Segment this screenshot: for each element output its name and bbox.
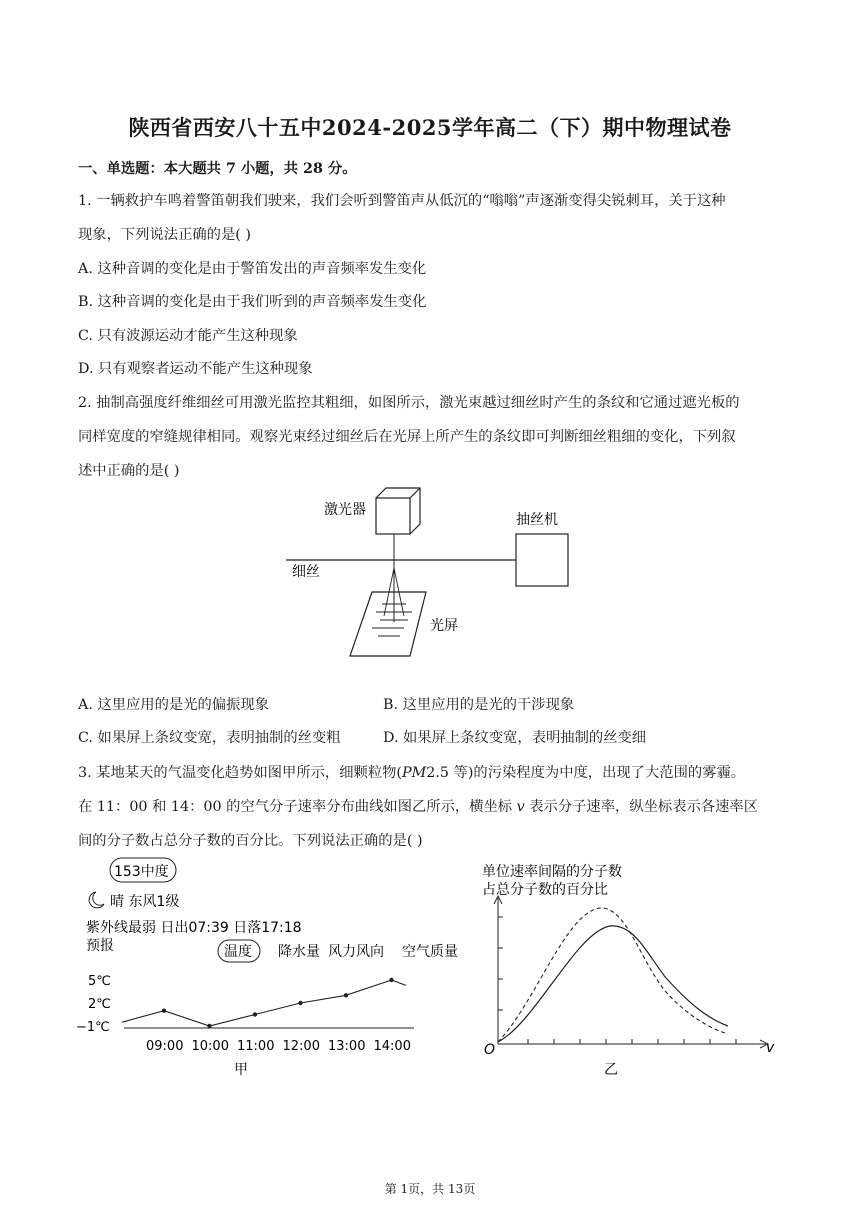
curve-dashed [498,908,728,1042]
moon-icon [89,892,104,908]
screen-label: 光屏 [430,618,458,634]
section-heading: 一、单选题：本大题共 7 小题，共 28 分。 [78,161,357,177]
q1-option-d[interactable]: D. 只有观察者运动不能产生这种现象 [78,361,313,377]
temperature-point-3 [298,1001,302,1005]
temperature-point-1 [207,1024,211,1028]
tab-precipitation: 降水量 [278,944,320,960]
uv-text: 紫外线最弱 日出07:39 日落17:18 [86,920,302,936]
y-tick-label-0: 5℃ [88,974,111,989]
screen-plane [350,592,426,656]
q3-stem-line1: 3. 某地某天的气温变化趋势如图甲所示，细颗粒物(PM2.5 等)的污染程度为中度，出现了大范围的雾霾。 [78,765,746,781]
fig-yi-ylabel-line2: 占总分子数的百分比 [482,882,608,898]
page-footer: 第 1页，共 13页 [384,1182,476,1196]
fringes [372,604,412,636]
x-tick-label-5: 14:00 [373,1039,411,1054]
wire-label: 细丝 [292,564,320,580]
q2-stem-line2: 同样宽度的窄缝规律相同。观察光束经过细丝后在光屏上所产生的条纹即可判断细丝粗细的变化，下列叙 [78,429,736,445]
laser-label: 激光器 [324,502,366,518]
tab-temperature: 温度 [224,944,252,960]
tab-wind: 风力风向 [328,944,384,960]
page-title: 陕西省西安八十五中2024-2025学年高二（下）期中物理试卷 [128,115,732,140]
q2-option-b[interactable]: B. 这里应用的是光的干涉现象 [383,697,575,713]
y-tick-label-2: −1℃ [76,1020,110,1035]
q2-option-c[interactable]: C. 如果屏上条纹变宽，表明抽制的丝变粗 [78,730,341,746]
q3-stem-line2: 在 11：00 和 14：00 的空气分子速率分布曲线如图乙所示，横坐标 v 表示分子速率，纵坐标表示各速率区 [78,799,758,815]
v-axis-label: v [766,1040,775,1056]
machine-label: 抽丝机 [516,512,558,528]
temperature-point-5 [389,978,393,982]
temperature-chart [76,852,476,1084]
x-tick-label-0: 09:00 [146,1039,184,1054]
q1-option-b[interactable]: B. 这种音调的变化是由于我们听到的声音频率发生变化 [78,294,427,310]
laser-box [376,488,420,534]
q1-option-a[interactable]: A. 这种音调的变化是由于警笛发出的声音频率发生变化 [78,261,427,277]
q1-option-c[interactable]: C. 只有波源运动才能产生这种现象 [78,328,298,344]
temperature-point-0 [162,1008,166,1012]
origin-label: O [484,1042,496,1058]
fig-yi-ylabel-line1: 单位速率间隔的分子数 [482,864,622,880]
x-tick-label-3: 12:00 [282,1039,320,1054]
machine-box [516,534,568,586]
q1-stem-line1: 1. 一辆救护车鸣着警笛朝我们驶来，我们会听到警笛声从低沉的“嗡嗡”声逐渐变得尖锐刺耳，关于这种 [78,193,726,209]
tab-air-quality: 空气质量 [402,944,458,960]
q2-stem-line3: 述中正确的是( ) [78,463,180,479]
curve-solid [498,926,728,1042]
weather-text: 晴 东风1级 [110,894,180,910]
y-tick-label-1: 2℃ [88,997,111,1012]
q3-stem-line3: 间的分子数占总分子数的百分比。下列说法正确的是( ) [78,833,423,849]
q1-stem-line2: 现象，下列说法正确的是( ) [78,227,251,243]
temperature-point-4 [344,993,348,997]
laser-diagram [280,484,600,664]
q2-option-d[interactable]: D. 如果屏上条纹变宽，表明抽制的丝变细 [383,730,647,746]
q2-option-a[interactable]: A. 这里应用的是光的偏振现象 [78,697,269,713]
fig-yi-caption: 乙 [604,1062,618,1078]
x-tick-label-2: 11:00 [237,1039,275,1054]
x-tick-label-1: 10:00 [191,1039,229,1054]
forecast-label: 预报 [86,938,114,954]
fig-jia-caption: 甲 [234,1062,248,1078]
x-tick-label-4: 13:00 [328,1039,366,1054]
aqi-badge: 153中度 [114,864,169,880]
q2-stem-line1: 2. 抽制高强度纤维细丝可用激光监控其粗细，如图所示，激光束越过细丝时产生的条纹和它通过遮光板的 [78,395,740,411]
speed-distribution-chart [476,852,786,1084]
temperature-point-2 [253,1012,257,1016]
